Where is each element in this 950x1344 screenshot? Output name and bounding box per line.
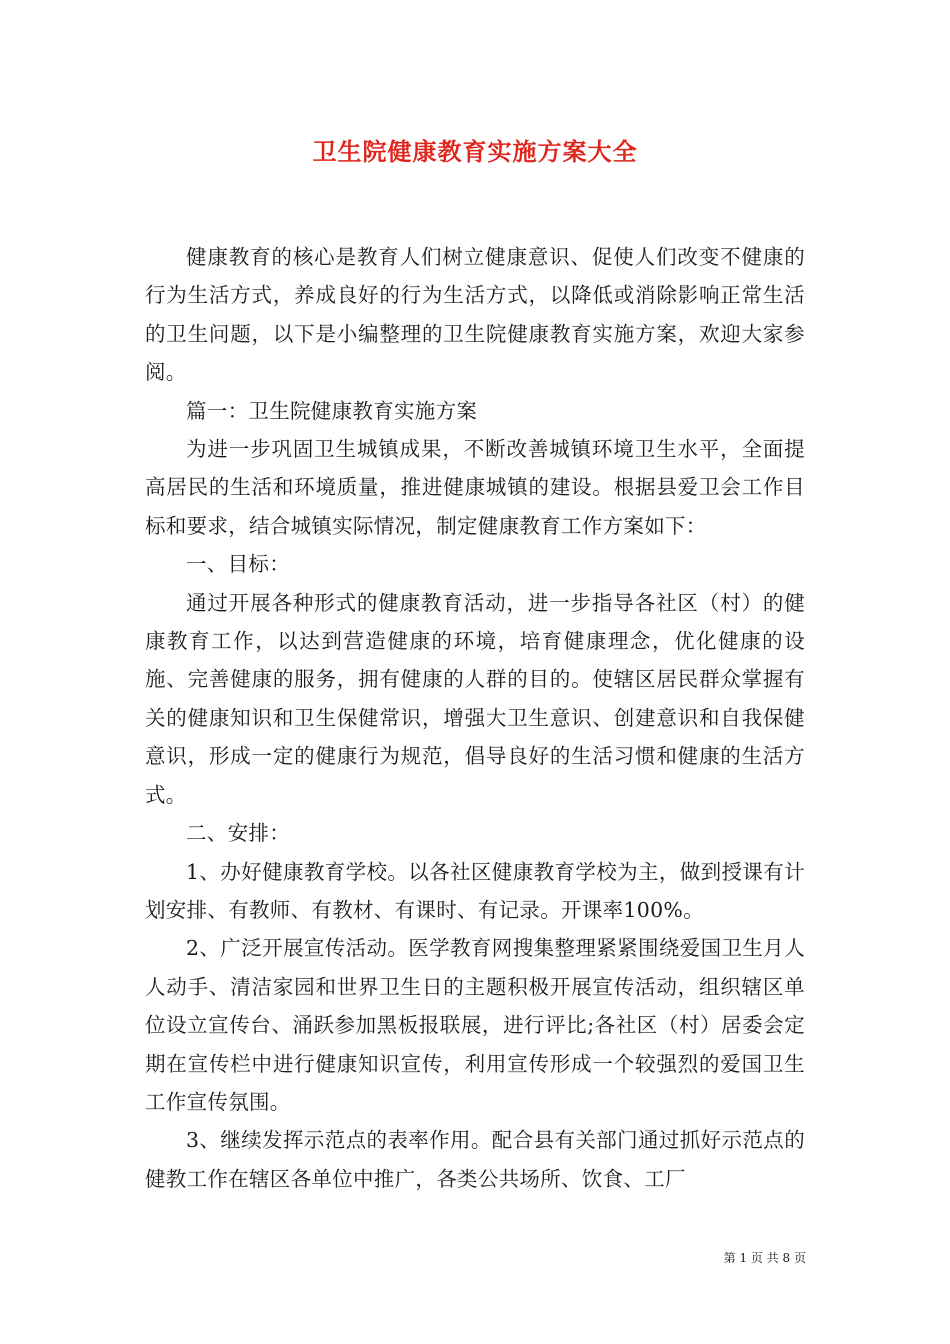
document-title: 卫生院健康教育实施方案大全 [312, 137, 638, 166]
paragraph-section-heading: 篇一：卫生院健康教育实施方案 [186, 398, 478, 423]
page-footer: 第 1 页 共 8 页 [723, 1251, 806, 1265]
paragraph-item-2: 2、广泛开展宣传活动。医学教育网搜集整理紧紧围绕爱国卫生月人人动手、清洁家园和世界卫生日的主题积极开展宣传活动，组织辖区单位设立宣传台、涌跃参加黑板报联展，进行评比;各社区（村）居委会定期在宣传栏中进行健康知识宣传，利用宣传形成一个较强烈的爱国卫生工作宣传氛围。 [145, 936, 805, 1114]
paragraph-goals: 通过开展各种形式的健康教育活动，进一步指导各社区（村）的健康教育工作，以达到营造健康的环境，培育健康理念，优化健康的设施、完善健康的服务，拥有健康的人群的目的。使辖区居民群众掌握有关的健康知识和卫生保健常识，增强大卫生意识、创建意识和自我保健意识，形成一定的健康行为规范，倡导良好的生活习惯和健康的生活方式。 [145, 590, 805, 807]
paragraph-heading-goals: 一、目标： [186, 552, 290, 577]
paragraph-intro: 健康教育的核心是教育人们树立健康意识、促使人们改变不健康的行为生活方式，养成良好的行为生活方式，以降低或消除影响正常生活的卫生问题，以下是小编整理的卫生院健康教育实施方案，欢迎大家参阅。 [145, 245, 805, 385]
paragraph-item-3: 3、继续发挥示范点的表率作用。配合县有关部门通过抓好示范点的健教工作在辖区各单位中推广，各类公共场所、饮食、工厂 [145, 1128, 805, 1191]
paragraph-purpose: 为进一步巩固卫生城镇成果，不断改善城镇环境卫生水平，全面提高居民的生活和环境质量，推进健康城镇的建设。根据县爱卫会工作目标和要求，结合城镇实际情况，制定健康教育工作方案如下： [145, 437, 805, 538]
paragraph-item-1: 1、办好健康教育学校。以各社区健康教育学校为主，做到授课有计划安排、有教师、有教材、有课时、有记录。开课率100%。 [145, 859, 805, 922]
paragraph-heading-arrangement: 二、安排： [186, 821, 290, 846]
document-body [145, 238, 805, 1198]
